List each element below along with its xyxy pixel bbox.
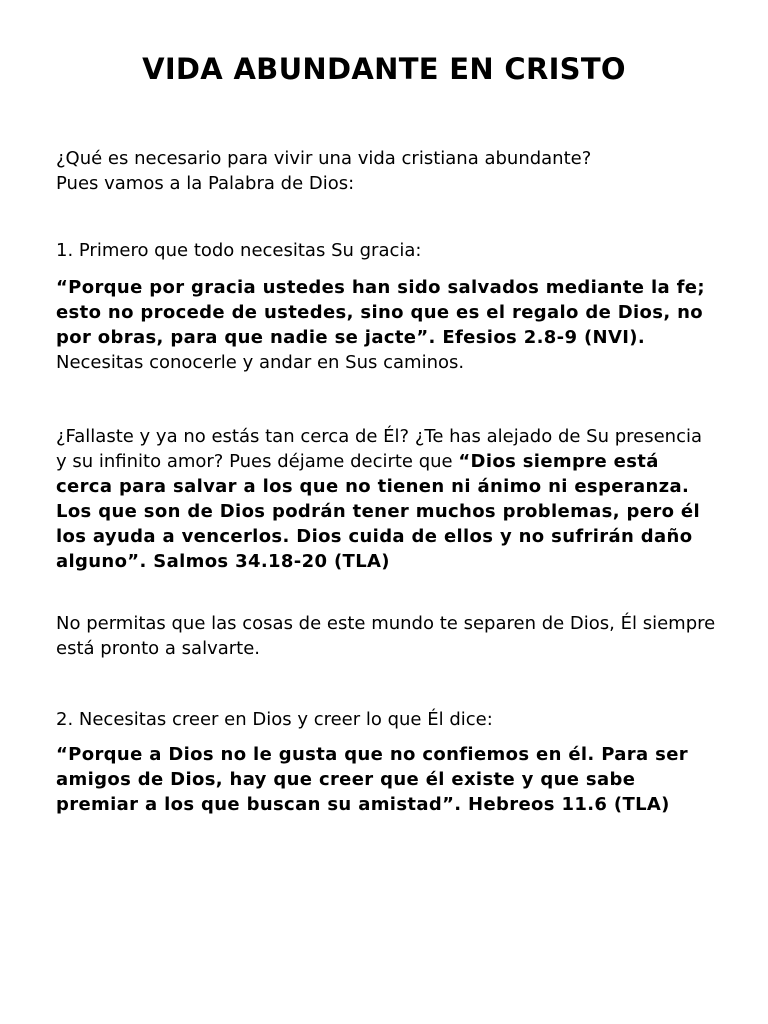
fallaste-paragraph [56,424,716,574]
point-1-paragraph [56,275,716,375]
intro-line-1: ¿Qué es necesario para vivir una vida cristiana abundante? [56,148,592,169]
point-1-followup: Necesitas conocerle y andar en Sus caminos. [56,352,465,373]
fallaste-lead: ¿Fallaste y ya no estás tan cerca de Él? ¿Te has alejado de Su presencia y su infinito amor? Pues déjame decirte que [56,426,703,472]
point-1-heading: 1. Primero que todo necesitas Su gracia: [56,240,422,261]
point-2-heading: 2. Necesitas creer en Dios y creer lo que Él dice: [56,709,493,730]
point-1-quote: “Porque por gracia ustedes han sido salvados mediante la fe; esto no procede de ustedes, sino que es el regalo de Dios, no por obras, para que nadie se jacte”. Efesios 2.8-9 (NVI). [56,277,705,348]
point-2-quote: “Porque a Dios no le gusta que no confiemos en él. Para ser amigos de Dios, hay que creer que él existe y que sabe premiar a los que buscan su amistad”. Hebreos 11.6 (TLA) [56,744,688,815]
intro-paragraph [56,146,716,196]
fallaste-quote: “Dios siempre está cerca para salvar a los que no tienen ni ánimo ni esperanza. Los que son de Dios podrán tener muchos problemas, pero él los ayuda a vencerlos. Dios cuida de ellos y no sufrirán daño alguno”. Salmos 34.18-20 (TLA) [56,451,700,572]
no-permitas-paragraph: No permitas que las cosas de este mundo te separen de Dios, Él siempre está pronto a salvarte. [56,613,716,659]
intro-line-2: Pues vamos a la Palabra de Dios: [56,173,355,194]
page-title: VIDA ABUNDANTE EN CRISTO [142,52,626,86]
